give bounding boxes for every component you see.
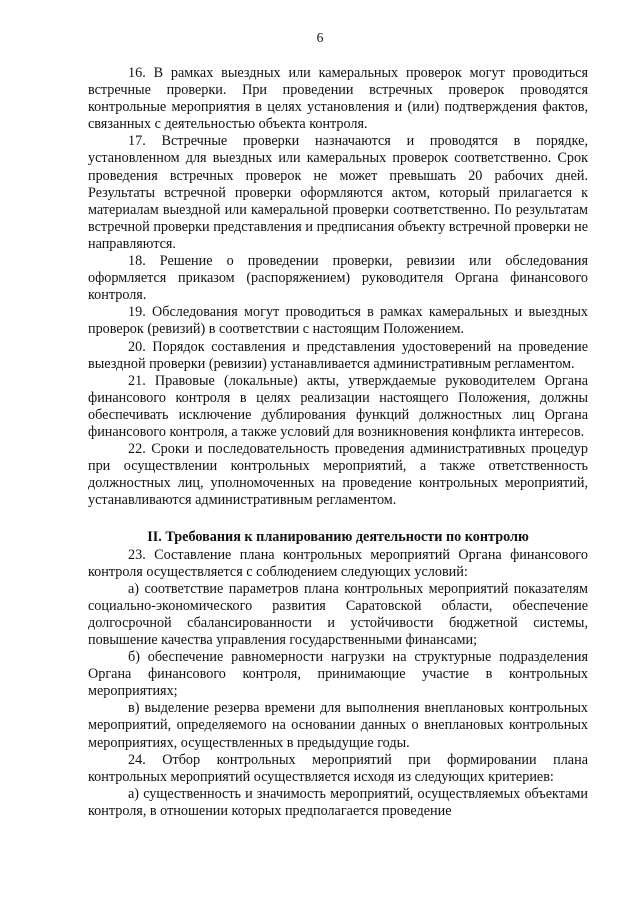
page-number: 6: [316, 30, 324, 45]
paragraph-24: 24. Отбор контрольных мероприятий при формировании плана контрольных мероприятий осуществляется исходя из следующих критериев:: [88, 751, 588, 785]
paragraph-16: 16. В рамках выездных или камеральных проверок могут проводиться встречные проверки. При проведении встречных проверок проводятся контрольные мероприятия в целях установления и (или) подтверждения фактов, связанных с деятельностью объекта контроля.: [88, 65, 588, 133]
paragraph-23-a: а) соответствие параметров плана контрольных мероприятий показателям социально-экономического развития Саратовской области, обеспечение долгосрочной сбалансированности и устойчивости бюджетной системы, повышение качества управления государственными финансами;: [88, 580, 588, 648]
paragraph-23: 23. Составление плана контрольных мероприятий Органа финансового контроля осуществляется с соблюдением следующих условий:: [88, 546, 588, 580]
paragraph-24-a: а) существенность и значимость мероприятий, осуществляемых объектами контроля, в отношении которых предполагается проведение: [88, 785, 588, 819]
paragraph-21: 21. Правовые (локальные) акты, утверждаемые руководителем Органа финансового контроля в целях реализации настоящего Положения, должны обеспечивать исключение дублирования функций должностных лиц Органа финансового контроля, а также условий для возникновения конфликта интересов.: [88, 372, 588, 440]
paragraph-23-b: б) обеспечение равномерности нагрузки на структурные подразделения Органа финансового контроля, принимающие участие в контрольных мероприятиях;: [88, 649, 588, 700]
paragraph-22: 22. Сроки и последовательность проведения административных процедур при осуществлении контрольных мероприятий, а также ответственность должностных лиц, уполномоченных на проведение контрольных мероприятий, устанавливаются административным регламентом.: [88, 441, 588, 509]
paragraph-18: 18. Решение о проведении проверки, ревизии или обследования оформляется приказом (распоряжением) руководителя Органа финансового контроля.: [88, 253, 588, 304]
paragraph-19: 19. Обследования могут проводиться в рамках камеральных и выездных проверок (ревизий) в соответствии с настоящим Положением.: [88, 304, 588, 338]
document-body: [88, 65, 588, 820]
paragraph-20: 20. Порядок составления и представления удостоверений на проведение выездной проверки (ревизии) устанавливается административным регламентом.: [88, 338, 588, 372]
section-heading: II. Требования к планированию деятельности по контролю: [147, 529, 529, 546]
paragraph-23-v: в) выделение резерва времени для выполнения внеплановых контрольных мероприятий, определяемого на основании данных о внеплановых контрольных мероприятиях, осуществленных в предыдущие годы.: [88, 700, 588, 751]
paragraph-17: 17. Встречные проверки назначаются и проводятся в порядке, установленном для выездных или камеральных проверок соответственно. Срок проведения встречных проверок не может превышать 20 рабочих дней. Результаты встречной проверки оформляются актом, который прилагается к материалам выездной или камеральной проверки соответственно. По результатам встречной проверки представления и предписания объекту встречной проверки не направляются.: [88, 133, 588, 252]
